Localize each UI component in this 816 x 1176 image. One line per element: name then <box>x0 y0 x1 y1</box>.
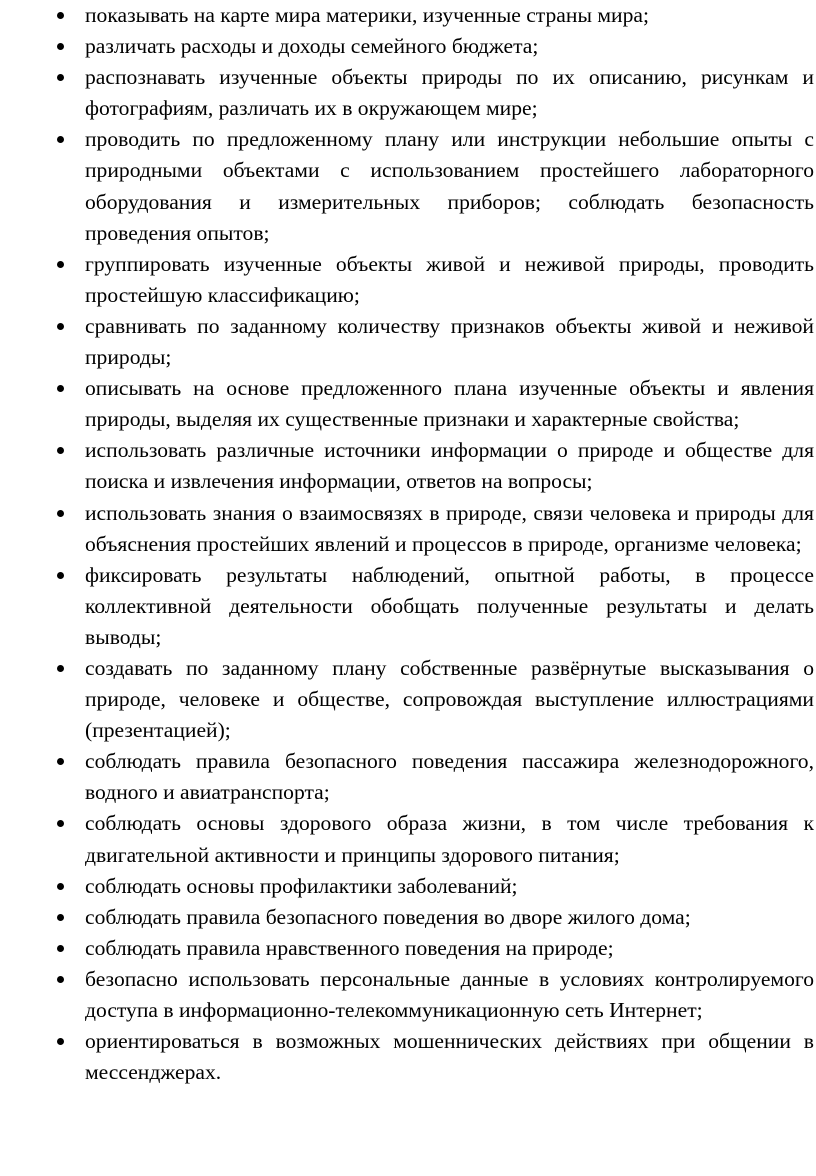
bullet-icon <box>57 136 64 143</box>
list-item <box>48 560 814 653</box>
list-item <box>48 902 814 933</box>
list-item <box>48 124 814 248</box>
list-item <box>48 746 814 808</box>
list-item <box>48 62 814 124</box>
bullet-icon <box>57 976 64 983</box>
bullet-icon <box>57 261 64 268</box>
list-item-text: группировать изученные объекты живой и неживой природы, проводить простейшую классификацию; <box>85 251 814 307</box>
list-item <box>48 0 814 31</box>
list-item <box>48 31 814 62</box>
list-item <box>48 498 814 560</box>
bullet-icon <box>57 43 64 50</box>
bullet-icon <box>57 883 64 890</box>
list-item <box>48 249 814 311</box>
list-item-text: соблюдать основы профилактики заболеваний; <box>85 873 518 898</box>
list-item-text: проводить по предложенному плану или инструкции небольшие опыты с природными объектами с использованием простейшего лабораторного оборудования и измерительных приборов; соблюдать безопасность проведения опытов; <box>85 127 814 245</box>
list-item-text: безопасно использовать персональные данные в условиях контролируемого доступа в информационно-телекоммуникационную сеть Интернет; <box>85 966 814 1022</box>
list-item-text: фиксировать результаты наблюдений, опытной работы, в процессе коллективной деятельности обобщать полученные результаты и делать выводы; <box>85 562 814 649</box>
list-item-text: распознавать изученные объекты природы по их описанию, рисункам и фотографиям, различать их в окружающем мире; <box>85 65 814 121</box>
list-item <box>48 933 814 964</box>
list-item-text: соблюдать правила безопасного поведения пассажира железнодорожного, водного и авиатранспорта; <box>85 749 814 805</box>
bullet-icon <box>57 447 64 454</box>
list-item <box>48 964 814 1026</box>
bullet-icon <box>57 914 64 921</box>
list-item-text: показывать на карте мира материки, изученные страны мира; <box>85 3 649 27</box>
bullet-icon <box>57 74 64 81</box>
list-item-text: сравнивать по заданному количеству признаков объекты живой и неживой природы; <box>85 313 814 370</box>
list-item-text: ориентироваться в возможных мошеннических действиях при общении в мессенджерах. <box>85 1029 814 1085</box>
bullet-icon <box>57 572 64 579</box>
list-item <box>48 311 814 373</box>
bullet-list <box>48 0 814 1088</box>
bullet-icon <box>57 1038 64 1045</box>
list-item-text: создавать по заданному плану собственные развёрнутые высказывания о природе, человеке и обществе, сопровождая выступление иллюстрациями (презентацией); <box>85 655 814 743</box>
list-item-text: различать расходы и доходы семейного бюджета; <box>85 34 539 59</box>
bullet-icon <box>57 323 64 330</box>
list-item <box>48 1026 814 1088</box>
bullet-icon <box>57 945 64 952</box>
list-item-text: соблюдать правила нравственного поведения на природе; <box>85 935 614 960</box>
list-item-text: использовать знания о взаимосвязях в природе, связи человека и природы для объяснения простейших явлений и процессов в природе, организме человека; <box>85 500 814 556</box>
list-item <box>48 435 814 497</box>
bullet-icon <box>57 758 64 765</box>
bullet-icon <box>57 510 64 517</box>
list-item <box>48 373 814 435</box>
list-item-text: использовать различные источники информации о природе и обществе для поиска и извлечения информации, ответов на вопросы; <box>85 438 814 494</box>
list-item-text: соблюдать основы здорового образа жизни, в том числе требования к двигательной активности и принципы здорового питания; <box>85 811 814 867</box>
list-item <box>48 871 814 902</box>
list-item <box>48 808 814 870</box>
list-item-text: соблюдать правила безопасного поведения во дворе жилого дома; <box>85 904 691 929</box>
bullet-icon <box>57 820 64 827</box>
list-item <box>48 653 814 746</box>
bullet-icon <box>57 665 64 672</box>
bullet-icon <box>57 12 64 19</box>
bullet-icon <box>57 385 64 392</box>
list-item-text: описывать на основе предложенного плана изученные объекты и явления природы, выделяя их существенные признаки и характерные свойства; <box>85 376 814 432</box>
